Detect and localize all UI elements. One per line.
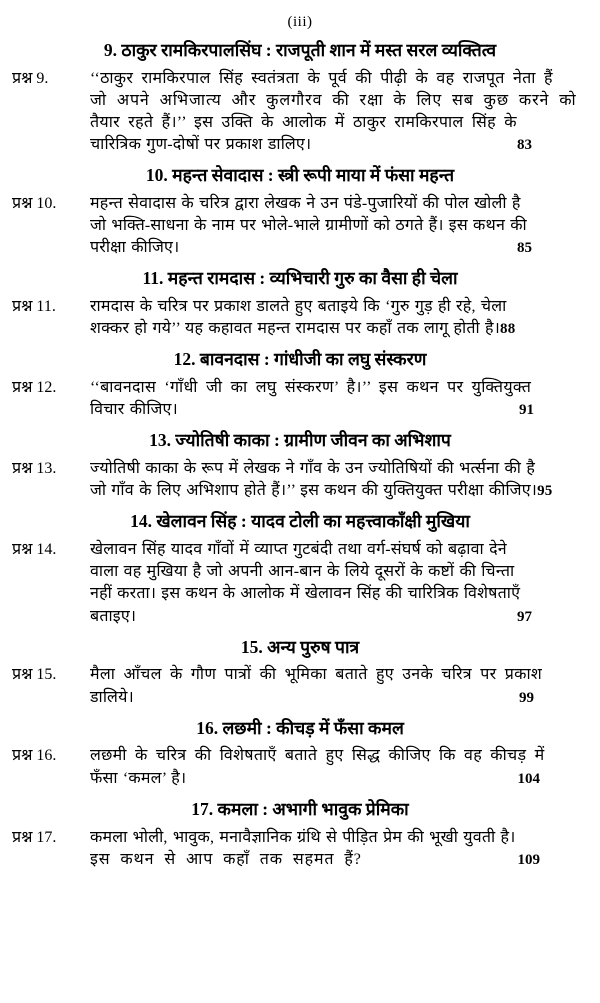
- question-line: चारित्रिक गुण-दोषों पर प्रकाश डालिए।: [90, 136, 312, 154]
- page-folio-number: (iii): [287, 14, 313, 30]
- question-line: रामदास के चरित्र पर प्रकाश डालते हुए बताइये कि ‘गुरु गुड़ ही रहे, चेला: [90, 298, 507, 316]
- toc-entry-14: [0, 539, 600, 627]
- toc-entry-13: [0, 458, 600, 502]
- toc-entry-11: [0, 296, 600, 340]
- chapter-heading-17: 17. कमला : अभागी भावुक प्रेमिका: [191, 798, 409, 819]
- question-body-14: [90, 539, 590, 627]
- chapter-heading-15: 15. अन्य पुरुष पात्र: [240, 636, 360, 657]
- question-body-12: [90, 377, 590, 421]
- question-line: परीक्षा कीजिए।: [90, 239, 180, 257]
- page-number-10: 85: [517, 240, 532, 257]
- question-body-15: [90, 664, 590, 708]
- question-line: नहीं करता। इस कथन के आलोक में खेलावन सिंह की चारित्रिक विशेषताएँ: [90, 585, 521, 603]
- question-line: वाला वह मुखिया है जो अपनी आन-बान के लिये दूसरों के कष्टों की चिन्ता: [90, 563, 515, 581]
- page-number-9: 83: [517, 137, 532, 154]
- question-label-16: प्रश्न 16.: [12, 747, 57, 765]
- question-line: खेलावन सिंह यादव गाँवों में व्याप्त गुटबंदी तथा वर्ग-संघर्ष को बढ़ावा देने: [90, 541, 507, 559]
- page-number-11: 88: [500, 321, 516, 338]
- question-label-12: प्रश्न 12.: [12, 379, 57, 397]
- question-line-text: शक्कर हो गये’’ यह कहावत महन्त रामदास पर कहाँ तक लागू होती है।: [90, 320, 501, 338]
- chapter-heading-14: 14. खेलावन सिंह : यादव टोली का महत्त्वाकाँक्षी मुखिया: [130, 511, 470, 532]
- chapter-heading-9: 9. ठाकुर रामकिरपालसिंघ : राजपूती शान में मस्त सरल व्यक्तित्व: [103, 40, 497, 60]
- chapter-heading-12: 12. बावनदास : गांधीजी का लघु संस्करण: [173, 349, 427, 370]
- question-line-text: जो गाँव के लिए अभिशाप होते हैं।’’ इस कथन की युक्तियुक्त परीक्षा कीजिए।: [90, 482, 538, 500]
- question-line: ‘‘ठाकुर रामकिरपाल सिंह स्वतंत्रता के पूर्व की पीढ़ी के वह राजपूत नेता हैं: [90, 69, 553, 87]
- question-line: [90, 480, 590, 502]
- chapter-heading-13: 13. ज्योतिषी काका : ग्रामीण जीवन का अभिशाप: [149, 430, 451, 451]
- question-line: ज्योतिषी काका के रूप में लेखक ने गाँव के उन ज्योतिषियों की भर्त्सना की है: [90, 460, 536, 478]
- question-label-15: प्रश्न 15.: [12, 666, 57, 684]
- question-body-11: [90, 296, 590, 340]
- toc-entry-17: [0, 827, 600, 871]
- page-number-13: 95: [537, 483, 553, 500]
- question-line: बताइए।: [90, 607, 137, 625]
- question-line: जो भक्ति-साधना के नाम पर भोले-भाले ग्रामीणों को ठगते हैं। इस कथन की: [90, 217, 527, 235]
- toc-entry-10: [0, 193, 600, 259]
- chapter-heading-11: 11. महन्त रामदास : व्यभिचारी गुरु का वैसा ही चेला: [142, 268, 458, 289]
- question-label-9: प्रश्न 9.: [12, 69, 49, 87]
- page-number-15: 99: [519, 689, 534, 706]
- question-line: फँसा ‘कमल’ है।: [90, 769, 187, 787]
- question-label-10: प्रश्न 10.: [12, 195, 57, 213]
- question-line: ‘‘बावनदास ‘गाँधी जी का लघु संस्करण’ है।’’ इस कथन पर युक्तियुक्त: [90, 379, 532, 397]
- question-body-17: [90, 827, 590, 871]
- question-line: विचार कीजिए।: [90, 401, 178, 419]
- question-line: लछमी के चरित्र की विशेषताएँ बताते हुए सिद्ध कीजिए कि वह कीचड़ में: [90, 747, 545, 765]
- question-label-11: प्रश्न 11.: [12, 298, 56, 316]
- toc-entry-12: [0, 377, 600, 421]
- question-line: डालिये।: [90, 688, 134, 706]
- toc-entry-15: [0, 664, 600, 708]
- chapter-heading-10: 10. महन्त सेवादास : स्त्री रूपी माया में फंसा महन्त: [145, 165, 455, 186]
- question-label-17: प्रश्न 17.: [12, 828, 57, 846]
- toc-entry-9: [0, 68, 600, 156]
- page-number-12: 91: [519, 402, 534, 419]
- question-line: कमला भोली, भावुक, मनावैज्ञानिक ग्रंथि से पीड़ित प्रेम की भूखी युवती है।: [90, 828, 516, 846]
- question-line: इस कथन से आप कहाँ तक सहमत हैं?: [90, 850, 362, 868]
- page-number-14: 97: [517, 608, 532, 625]
- toc-entry-16: [0, 745, 600, 789]
- question-body-13: [90, 458, 590, 502]
- question-label-13: प्रश्न 13.: [12, 460, 57, 478]
- question-line: तैयार रहते हैं।’’ इस उक्ति के आलोक में ठाकुर रामकिरपाल सिंह के: [90, 114, 517, 132]
- page-number-16: 104: [517, 770, 540, 787]
- question-line: [90, 318, 590, 340]
- toc-page: [0, 14, 600, 1003]
- question-line: जो अपने अभिजात्य और कुलगौरव की रक्षा के लिए सब कुछ करने को: [90, 91, 577, 109]
- question-body-16: [90, 745, 590, 789]
- question-body-10: [90, 193, 590, 259]
- question-line: महन्त सेवादास के चरित्र द्वारा लेखक ने उन पंडे-पुजारियों की पोल खोली है: [90, 195, 521, 213]
- question-body-9: [90, 68, 590, 156]
- chapter-heading-16: 16. लछमी : कीचड़ में फँसा कमल: [196, 717, 404, 738]
- page-number-17: 109: [517, 851, 540, 868]
- question-line: मैला आँचल के गौण पात्रों की भूमिका बताते हुए उनके चरित्र पर प्रकाश: [90, 666, 543, 684]
- question-label-14: प्रश्न 14.: [12, 541, 57, 559]
